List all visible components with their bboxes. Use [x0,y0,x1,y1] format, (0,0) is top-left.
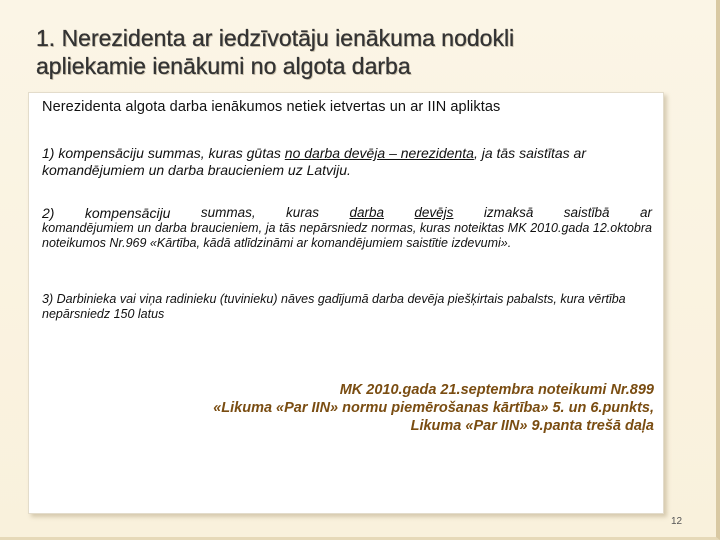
source-line-2: «Likuma «Par IIN» normu piemērošanas kārtība» 5. un 6.punkts, [213,400,654,416]
slide-title [36,24,696,80]
item1-underlined: no darba devēja – nerezidenta [284,145,474,161]
item2-rest: komandējumiem un darba braucieniem, ja tās nepārsniedz normas, kuras noteiktas MK 2010.gada 12.oktobra noteikumos Nr.969 «Kārtība, kādā atlīdzināmi ar komandējumiem saistītie izdevumi». [42,221,652,250]
item2-word8: ar [639,205,652,220]
item2-word3: kuras [286,205,320,220]
item2-number: 2) [42,205,55,221]
page-number: 12 [671,516,683,527]
list-item-1 [42,145,654,179]
source-line-3: Likuma «Par IIN» 9.panta trešā daļa [410,418,654,434]
item2-word5: devējs [414,205,454,220]
item2-word6: izmaksā [483,205,534,220]
item2-lead-line [42,205,652,221]
title-line-2: apliekamie ienākumi no algota darba [36,53,411,79]
content-panel [28,92,664,514]
item2-word4: darba [349,205,384,220]
item1-text-after: , ja tās saistītas ar komandējumiem un darba braucieniem uz Latviju. [42,145,586,178]
item2-word2: summas, [200,205,256,220]
item1-number: 1) [42,145,55,161]
item2-word1: kompensāciju [84,205,171,221]
source-reference [94,381,654,435]
title-line-1: 1. Nerezidenta ar iedzīvotāju ienākuma nodokli [36,25,515,51]
list-item-3: 3) Darbinieka vai viņa radinieku (tuvinieku) nāves gadījumā darba devēja piešķirtais pabalsts, kura vērtība nepārsniedz 150 latus [42,292,626,321]
item2-word7: saistībā [563,205,610,220]
intro-text: Nerezidenta algota darba ienākumos netiek ietvertas un ar IIN apliktas [42,99,501,115]
source-line-1: MK 2010.gada 21.septembra noteikumi Nr.899 [339,382,654,398]
item1-text-before: kompensāciju summas, kuras gūtas [58,145,281,161]
list-item-2 [42,205,652,251]
